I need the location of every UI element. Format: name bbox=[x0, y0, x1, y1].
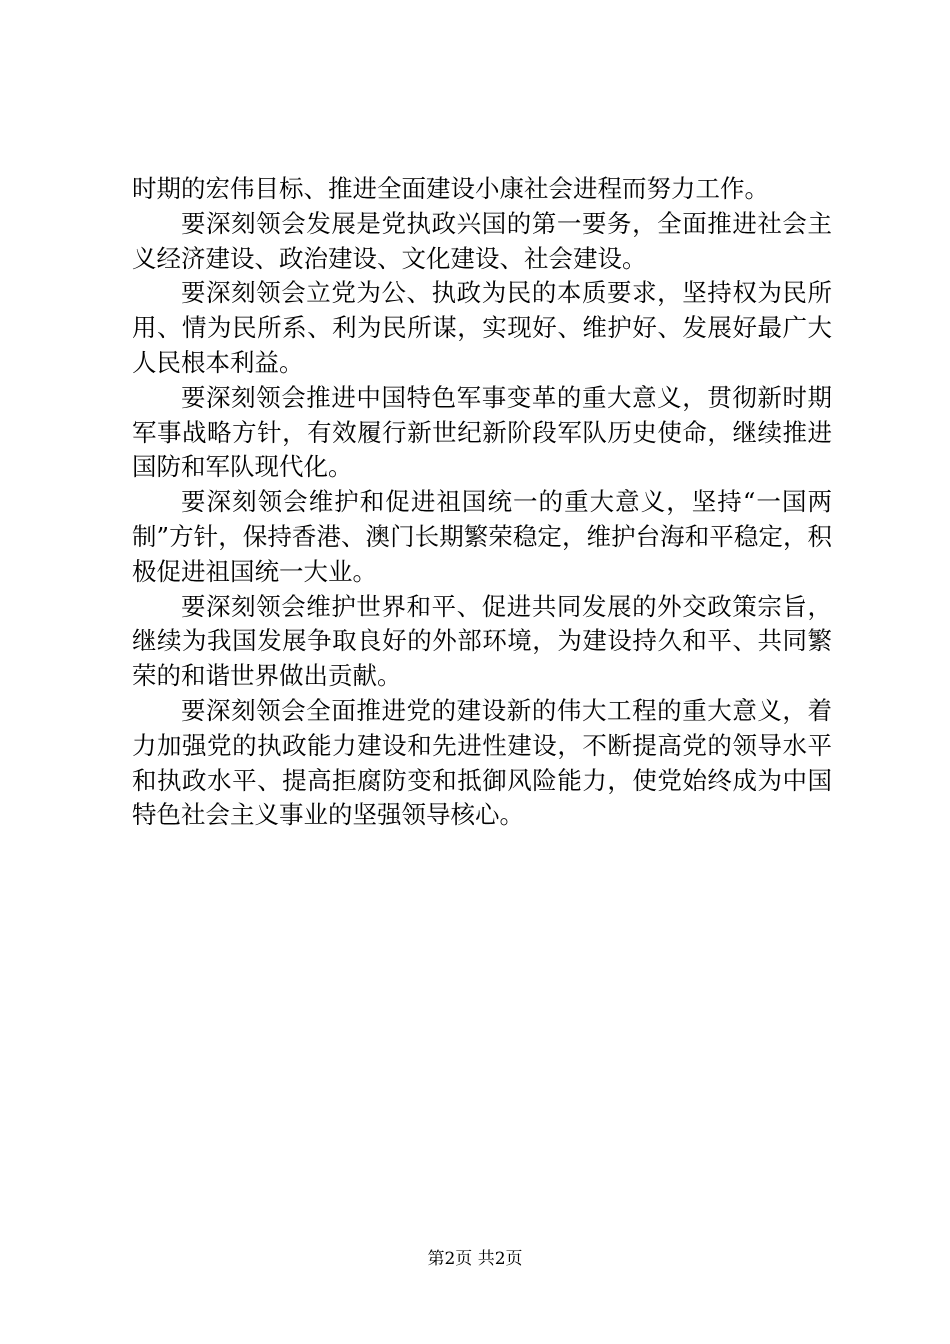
paragraph-party-building: 要深刻领会全面推进党的建设新的伟大工程的重大意义，着力加强党的执政能力建设和先进性建设，不断提高党的领导水平和执政水平、提高拒腐防变和抵御风险能力，使党始终成为中国特色社会主义事业的坚强领导核心。 bbox=[132, 695, 832, 830]
paragraph-continuation: 时期的宏伟目标、推进全面建设小康社会进程而努力工作。 bbox=[132, 174, 769, 203]
paragraph-military-reform: 要深刻领会推进中国特色军事变革的重大意义，贯彻新时期军事战略方针，有效履行新世纪新阶段军队历史使命，继续推进国防和军队现代化。 bbox=[132, 382, 832, 482]
paragraph-reunification: 要深刻领会维护和促进祖国统一的重大意义，坚持“一国两制”方针，保持香港、澳门长期繁荣稳定，维护台海和平稳定，积极促进祖国统一大业。 bbox=[132, 487, 832, 586]
paragraph-foreign-policy: 要深刻领会维护世界和平、促进共同发展的外交政策宗旨，继续为我国发展争取良好的外部环境，为建设持久和平、共同繁荣的和谐世界做出贡献。 bbox=[132, 591, 832, 691]
paragraph-people-interest: 要深刻领会立党为公、执政为民的本质要求，坚持权为民所用、情为民所系、利为民所谋，实现好、维护好、发展好最广大人民根本利益。 bbox=[132, 278, 832, 377]
paragraph-development: 要深刻领会发展是党执政兴国的第一要务，全面推进社会主义经济建设、政治建设、文化建设、社会建设。 bbox=[132, 208, 832, 273]
document-body bbox=[132, 172, 832, 833]
page-number-footer: 第2页 共2页 bbox=[427, 1249, 523, 1269]
